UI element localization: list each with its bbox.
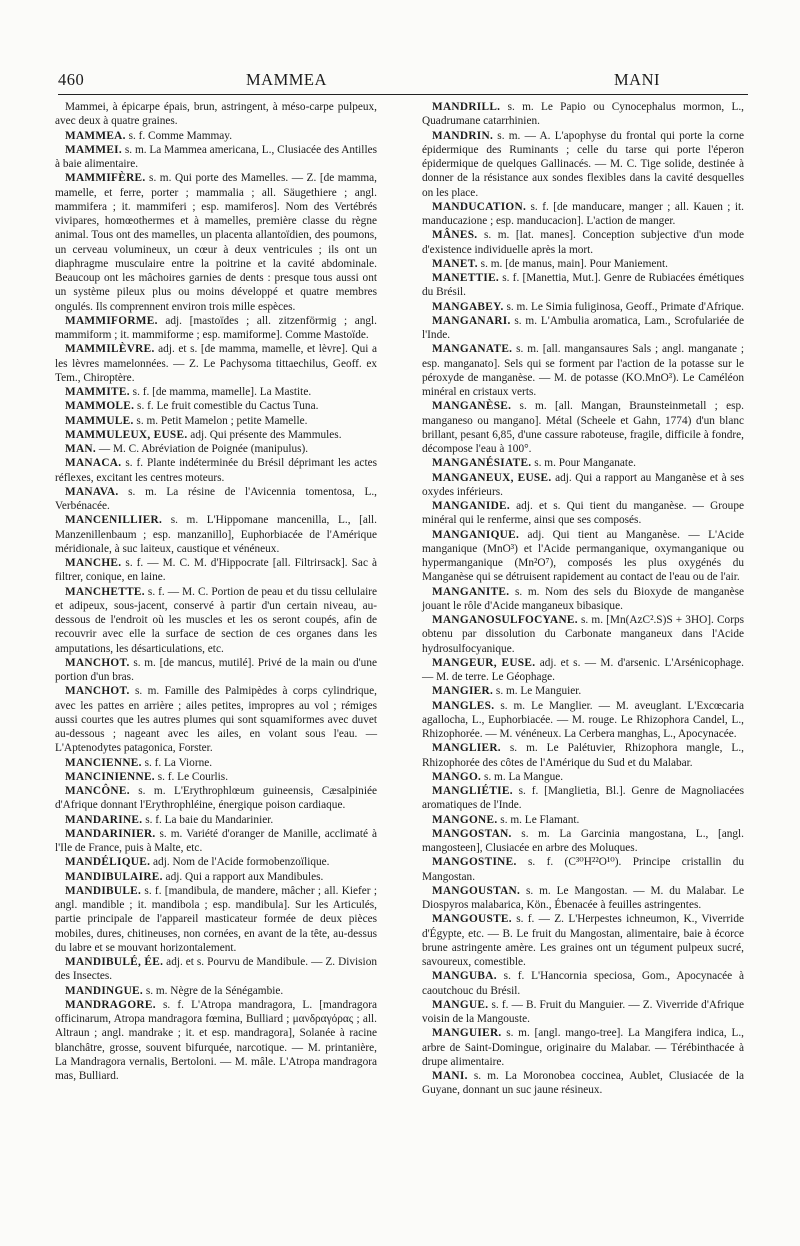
page-number: 460 xyxy=(58,70,85,89)
entry-definition: s. m. La Mangue. xyxy=(481,770,564,783)
dictionary-entry xyxy=(55,513,377,556)
dictionary-entry xyxy=(55,998,377,1084)
entry-definition: adj. Nom de l'Acide formobenzoïlique. xyxy=(150,856,330,869)
entry-headword: MANGONE. xyxy=(432,813,498,826)
dictionary-entry xyxy=(55,955,377,984)
running-header xyxy=(58,70,748,94)
dictionary-entry xyxy=(422,827,744,856)
dictionary-entry xyxy=(422,969,744,998)
dictionary-entry xyxy=(55,456,377,485)
dictionary-entry xyxy=(55,399,377,413)
entry-headword: MANGUBA. xyxy=(432,970,497,983)
entry-definition: s. f. L'Atropa mandragora, L. [mandragora officinarum, Atropa mandragora fœmina, Bulliard ; μανδραγόρας ; all. Altraun ; angl. mandrake ; it. et esp. mandragora], Solanée à racine blanchâtre, grosse, souvent bifurquée, narcotique. — M. printanière, La Mandragora vernalis, Bertoloni. — M. mâle. L'Atropa mandragora mas, Bulliard. xyxy=(55,998,377,1082)
entry-definition: s. m. [all. mangansaures Sals ; angl. manganate ; esp. manganato]. Sels qui se forment par l'action de la potasse sur le péroxyde de manganèse. — M. de potasse (KO.MnO³). Le Caméléon minéral en cristaux verts. xyxy=(422,343,744,398)
header-rule xyxy=(58,94,748,95)
entry-definition: s. m. Nom des sels du Bioxyde de manganèse jouant le rôle d'Acide manganeux bibasique. xyxy=(422,585,744,612)
entry-definition: s. m. Le Mangostan. — M. du Malabar. Le Diospyros malabarica, Kön., Ébenacée à feuilles astringentes. xyxy=(422,884,744,911)
entry-headword: MANGOSTINE. xyxy=(432,856,517,869)
entry-headword: MANGLIÉTIE. xyxy=(432,785,513,797)
dictionary-entry xyxy=(422,912,744,969)
dictionary-entry xyxy=(422,257,744,271)
entry-definition: s. m. Le Palétuvier, Rhizophora mangle, L., Rhizophorée des côtes de l'Amérique du Sud et du Malabar. xyxy=(422,742,744,769)
entry-definition: s. f. (C³⁰H²²O¹⁰). Principe cristallin du Mangostan. xyxy=(422,856,744,883)
dictionary-entry xyxy=(422,813,744,827)
entry-headword: MANDRILL. xyxy=(432,101,501,113)
entry-definition: s. f. L'Hancornia speciosa, Gom., Apocynacée à caoutchouc du Brésil. xyxy=(422,970,744,997)
dictionary-entry xyxy=(55,684,377,755)
entry-headword: MANGANÈSE. xyxy=(432,400,512,413)
entry-headword: MANETTIE. xyxy=(432,272,500,284)
dictionary-entry xyxy=(55,314,377,343)
entry-definition: s. m. [Mn(AzC².S)S + 3HO]. Corps obtenu par dissolution du Carbonate manganeux dans l'Acide hydrosulfocyanique. xyxy=(422,614,744,655)
entry-headword: MANDARINIER. xyxy=(65,827,156,840)
dictionary-entry xyxy=(422,399,744,456)
dictionary-entry xyxy=(55,442,377,456)
dictionary-entry xyxy=(422,998,744,1027)
dictionary-entry xyxy=(55,342,377,385)
entry-definition: adj. Qui a rapport aux Mandibules. xyxy=(162,870,324,883)
entry-headword: MANI. xyxy=(432,1070,468,1082)
dictionary-entry xyxy=(55,428,377,442)
entry-headword: MANGUIER. xyxy=(432,1027,502,1040)
dictionary-entry xyxy=(55,884,377,955)
entry-definition: s. f. [Manettia, Mut.]. Genre de Rubiacées émétiques du Brésil. xyxy=(422,272,744,299)
entry-headword: MANGUE. xyxy=(432,998,489,1011)
dictionary-entry xyxy=(422,471,744,500)
dictionary-entry xyxy=(55,100,377,129)
entry-headword: MANCHETTE. xyxy=(65,585,145,598)
entry-definition: s. f. Le fruit comestible du Cactus Tuna. xyxy=(134,400,319,413)
dictionary-entry xyxy=(55,143,377,172)
entry-headword: MANET. xyxy=(432,257,478,270)
text-columns xyxy=(55,100,752,1206)
entry-definition: s. f. — B. Fruit du Manguier. — Z. Viverride d'Afrique voisin de la Mangouste. xyxy=(422,998,744,1025)
entry-definition: s. f. [mandibula, de mandere, mâcher ; all. Kiefer ; angl. mandible ; it. mandibola ; esp. mandibula]. Sur les Articulés, partie principale de l'appareil masticateur formée de deux pièces mobiles, dures, chitineuses, non cornées, en avant de la tête, au-dessus du labre et se mouvant horizontalement. xyxy=(55,884,377,954)
dictionary-entry xyxy=(422,770,744,784)
entry-definition: s. m. Variété d'oranger de Manille, acclimaté à l'Ile de France, puis à Malte, etc. xyxy=(55,827,377,854)
entry-definition: s. f. La baie du Mandarinier. xyxy=(142,813,274,826)
left-column xyxy=(55,100,377,1083)
entry-definition: adj. et s. Qui tient du manganèse. — Groupe minéral qui le renferme, ainsi que ses composés. xyxy=(422,500,744,527)
entry-headword: MANGABEY. xyxy=(432,300,504,313)
entry-definition: adj. Qui présente des Mammules. xyxy=(187,428,342,441)
entry-headword: MANCINIENNE. xyxy=(65,770,155,783)
dictionary-entry xyxy=(422,314,744,343)
dictionary-entry xyxy=(422,855,744,884)
dictionary-entry xyxy=(422,528,744,585)
dictionary-entry xyxy=(422,456,744,470)
dictionary-entry xyxy=(55,585,377,656)
entry-definition: s. m. [de manus, main]. Pour Maniement. xyxy=(477,257,668,270)
entry-headword: MANCIENNE. xyxy=(65,756,142,769)
dictionary-entry xyxy=(422,613,744,656)
entry-headword: MAMMULE. xyxy=(65,414,134,427)
dictionary-entry xyxy=(55,171,377,314)
entry-headword: MAMMIFÈRE. xyxy=(65,172,146,185)
entry-definition: s. f. [de manducare, manger ; all. Kauen ; it. manducazione ; esp. manducacion]. L'action de manger. xyxy=(422,200,744,227)
entry-definition: adj. et s. [de mamma, mamelle, et lèvre]. Qui a les lèvres mamelonnées. — Z. Le Pachysoma tittaechilus, Geoff. ex Tem., Chiroptère. xyxy=(55,343,377,384)
dictionary-entry xyxy=(55,129,377,143)
entry-definition: adj. et s. — M. d'arsenic. L'Arsénicophage. — M. de terre. Le Géophage. xyxy=(422,656,744,683)
dictionary-entry xyxy=(55,756,377,770)
entry-headword: MAMMULEUX, EUSE. xyxy=(65,428,188,441)
entry-definition: s. m. Le Papio ou Cynocephalus mormon, L., Quadrumane catarrhinien. xyxy=(422,101,744,128)
dictionary-entry xyxy=(422,656,744,685)
dictionary-entry xyxy=(55,813,377,827)
header-left-word: MAMMEA xyxy=(246,70,327,89)
dictionary-entry xyxy=(422,271,744,300)
entry-definition: s. f. — M. C. M. d'Hippocrate [all. Filtrirsack]. Sac à filtrer, conique, en laine. xyxy=(55,557,377,584)
entry-headword: MANDIBULAIRE. xyxy=(65,870,163,883)
entry-headword: MANGANÉSIATE. xyxy=(432,457,532,470)
entry-headword: MANCÔNE. xyxy=(65,785,130,797)
dictionary-entry xyxy=(422,300,744,314)
entry-headword: MANGANEUX, EUSE. xyxy=(432,471,552,484)
dictionary-entry xyxy=(422,884,744,913)
dictionary-entry xyxy=(422,784,744,813)
dictionary-entry xyxy=(422,699,744,742)
entry-headword: MANDIBULÉ, ÉE. xyxy=(65,956,164,968)
dictionary-entry xyxy=(55,784,377,813)
entry-definition: s. f. [de mamma, mamelle]. La Mastite. xyxy=(129,386,312,398)
entry-definition: s. m. Qui porte des Mamelles. — Z. [de mamma, mamelle, et ferre, porter ; mammalia ; all. Säugethiere ; angl. mammifera ; it. mammiferi ; esp. mamiferos]. Nom des Vertébrés vivipares, homœothermes et à mamelles, première classe du règne animal. Tous ont des mamelles, un placenta allantoïdien, des poumons, un cerveau volumineux, un cœur à deux ventricules ; ils ont un diaphragme musculaire entre la poitrine et la cavité abdominale. Beaucoup ont les mâchoires garnies de dents : presque tous aussi ont un système pileux plus ou moins développé et quatre membres ongulés. Ils comprennent environ trois mille espèces. xyxy=(55,172,377,313)
right-column xyxy=(422,100,744,1098)
entry-definition: adj. [mastoïdes ; all. zitzenförmig ; angl. mammiform ; it. mammiforme ; esp. mamiforme]. Comme Mastoïde. xyxy=(55,314,377,341)
entry-definition: adj. Qui tient au Manganèse. — L'Acide manganique (MnO³) et l'Acide permanganique, oxymanganique ou hypermanganique (Mn²O⁷), composés les plus oxygénés du Manganèse qui se détruisent rapidement au contact de l'eau ou de l'air. xyxy=(422,528,744,584)
entry-headword: MANDRIN. xyxy=(432,129,494,142)
entry-headword: MANACA. xyxy=(65,457,122,470)
entry-headword: MANCENILLIER. xyxy=(65,514,163,527)
entry-definition: s. m. Pour Manganate. xyxy=(531,457,636,470)
dictionary-entry xyxy=(55,770,377,784)
entry-definition: s. m. Le Simia fuliginosa, Geoff., Primate d'Afrique. xyxy=(503,300,744,313)
dictionary-entry xyxy=(422,499,744,528)
entry-definition: s. m. — A. L'apophyse du frontal qui porte la corne épidermique des Ruminants ; celle du tarse qui porte l'éperon épidermique de quelques Gallinacés. — M. C. Tige solide, destinée à donner de la résistance aux sondes flexibles dans la cavité desquelles on les place. xyxy=(422,129,744,199)
entry-definition: s. f. — Z. L'Herpestes ichneumon, K., Viverride d'Égypte, etc. — B. Le fruit du Mangostan, alimentaire, baie à écorce brune astringente amère. Les graines ont un tégument pulpeux sucré, savoureux, comestible. xyxy=(422,913,744,968)
entry-definition: s. m. [lat. manes]. Conception subjective d'un mode d'existence individuelle après la mort. xyxy=(422,229,744,256)
entry-definition: s. f. Plante indéterminée du Brésil déprimant les actes réflexes, excitant les centres moteurs. xyxy=(55,457,377,484)
entry-definition: s. m. L'Erythrophlœum guineensis, Cæsalpiniée d'Afrique donnant l'Erythrophléine, énergique poison cardiaque. xyxy=(55,785,377,812)
dictionary-entry xyxy=(55,556,377,585)
entry-headword: MANGANIDE. xyxy=(432,500,510,512)
entry-definition: s. m. Le Manguier. xyxy=(493,685,582,698)
entry-headword: MANDRAGORE. xyxy=(65,998,156,1011)
entry-headword: MANGANIQUE. xyxy=(432,528,520,541)
entry-definition: adj. Qui a rapport au Manganèse et à ses oxydes inférieurs. xyxy=(422,471,744,498)
entry-headword: MANDARINE. xyxy=(65,813,143,826)
entry-headword: MANGANITE. xyxy=(432,585,510,598)
entry-headword: MANDÉLIQUE. xyxy=(65,856,151,869)
dictionary-entry xyxy=(55,485,377,514)
entry-headword: MANDINGUE. xyxy=(65,984,143,997)
entry-definition: s. m. Petit Mamelon ; petite Mamelle. xyxy=(133,414,308,427)
dictionary-entry xyxy=(55,414,377,428)
entry-definition: s. f. Comme Mammay. xyxy=(125,129,233,142)
dictionary-entry xyxy=(422,200,744,229)
entry-definition: s. m. L'Hippomane mancenilla, L., [all. Manzenillenbaum ; esp. manzanillo], Euphorbiacée de l'Amérique méridionale, à suc laiteux, caustique et vénéneux. xyxy=(55,514,377,555)
header-right-word: MANI xyxy=(614,70,660,89)
dictionary-entry xyxy=(422,228,744,257)
entry-definition: s. f. Le Courlis. xyxy=(154,770,229,783)
entry-headword: MANGLIER. xyxy=(432,742,501,755)
entry-headword: MANGOSTAN. xyxy=(432,827,512,840)
entry-definition: s. f. — M. C. Portion de peau et du tissu cellulaire et adipeux, sous-jacent, conservé à partir d'un certain niveau, au-dessous de l'endroit où les muscles et les os seront coupés, afin de recouvrir avec elle la surface de section de ces organes dans les amputations, les désarticulations, etc. xyxy=(55,585,377,655)
dictionary-entry xyxy=(55,870,377,884)
dictionary-entry xyxy=(55,385,377,399)
entry-definition: s. m. L'Ambulia aromatica, Lam., Scrofulariée de l'Inde. xyxy=(422,314,744,341)
dictionary-entry xyxy=(422,585,744,614)
entry-headword: MANGEUR, EUSE. xyxy=(432,656,536,669)
entry-headword: MANGANOSULFOCYANE. xyxy=(432,614,578,626)
entry-definition: s. m. La Mammea americana, L., Clusiacée des Antilles à baie alimentaire. xyxy=(55,143,377,170)
entry-headword: MAMMIFORME. xyxy=(65,314,158,327)
entry-headword: MANGANATE. xyxy=(432,343,513,356)
entry-headword: MANGANARI. xyxy=(432,314,511,327)
dictionary-entry xyxy=(55,827,377,856)
entry-definition: s. f. [Manglietia, Bl.]. Genre de Magnoliacées aromatiques de l'Inde. xyxy=(422,785,744,812)
entry-definition: Mammei, à épicarpe épais, brun, astringent, à méso-carpe pulpeux, avec deux à quatre graines. xyxy=(55,101,377,128)
entry-headword: MANAVA. xyxy=(65,485,119,498)
dictionary-entry xyxy=(422,129,744,200)
entry-headword: MANDUCATION. xyxy=(432,200,527,213)
entry-definition: s. m. La Garcinia mangostana, L., [angl. mangosteen], Clusiacée en arbre des Moluques. xyxy=(422,827,744,854)
entry-headword: MANGOUSTAN. xyxy=(432,884,521,897)
entry-headword: MÂNES. xyxy=(432,229,478,242)
entry-headword: MAMMITE. xyxy=(65,386,130,398)
entry-headword: MAMMOLE. xyxy=(65,400,135,413)
dictionary-entry xyxy=(55,656,377,685)
entry-definition: s. m. [de mancus, mutilé]. Privé de la main ou d'une portion d'un bras. xyxy=(55,656,377,683)
entry-definition: adj. et s. Pourvu de Mandibule. — Z. Division des Insectes. xyxy=(55,956,377,983)
entry-headword: MANGOUSTE. xyxy=(432,913,512,926)
entry-headword: MAN. xyxy=(65,443,97,455)
entry-definition: s. m. [all. Mangan, Braunsteinmetall ; esp. manganeso ou mangano]. Métal (Scheele et Gahn, 1774) d'un blanc brillant, pesant 6,85, d'une cassure raboteuse, fragile, difficile à fondre, décompose l'eau à 100°. xyxy=(422,400,744,455)
dictionary-entry xyxy=(422,741,744,770)
dictionary-entry xyxy=(422,1069,744,1098)
dictionary-entry xyxy=(422,1026,744,1069)
entry-headword: MAMMEI. xyxy=(65,143,123,156)
entry-definition: s. m. [angl. mango-tree]. La Mangifera indica, L., arbre de Saint-Domingue, originaire du Malabar. — Térébinthacée à drupe alimentaire. xyxy=(422,1027,744,1068)
entry-headword: MANCHOT. xyxy=(65,685,130,698)
dictionary-entry xyxy=(55,984,377,998)
entry-headword: MANGO. xyxy=(432,770,482,783)
entry-headword: MANDIBULE. xyxy=(65,884,142,897)
entry-definition: — M. C. Abréviation de Poignée (manipulus). xyxy=(96,443,309,455)
entry-definition: s. m. Le Flamant. xyxy=(497,813,580,826)
dictionary-entry xyxy=(422,342,744,399)
dictionary-entry xyxy=(422,100,744,129)
entry-definition: s. m. Nègre de la Sénégambie. xyxy=(143,984,284,997)
entry-headword: MANGLES. xyxy=(432,699,495,712)
entry-headword: MANCHOT. xyxy=(65,656,130,669)
dictionary-entry xyxy=(422,684,744,698)
entry-definition: s. m. La Moronobea coccinea, Aublet, Clusiacée de la Guyane, donnant un suc jaune résineux. xyxy=(422,1070,744,1097)
entry-definition: s. m. La résine de l'Avicennia tomentosa, L., Verbénacée. xyxy=(55,485,377,512)
entry-definition: s. m. Famille des Palmipèdes à corps cylindrique, avec les pattes en arrière ; ailes petites, impropres au vol ; rémiges aussi courtes que les autres plumes qui sont squamiformes avec duvet au-dessous ; nageant avec les ailes, en volant sous l'eau. — L'Aptenodytes patagonica, Forster. xyxy=(55,685,377,755)
entry-definition: s. f. La Viorne. xyxy=(141,756,213,769)
entry-headword: MAMMEA. xyxy=(65,129,126,142)
dictionary-entry xyxy=(55,855,377,869)
entry-headword: MANGIER. xyxy=(432,685,494,698)
entry-headword: MAMMILÈVRE. xyxy=(65,343,155,356)
entry-headword: MANCHE. xyxy=(65,557,122,569)
entry-definition: s. m. Le Manglier. — M. aveuglant. L'Excœcaria agallocha, L., Euphorbiacée. — M. rouge. Le Rhizophora Candel, L., Rhizophorée. — M. vénéneux. La Cerbera manghas, L., Apocynacée. xyxy=(422,699,744,740)
